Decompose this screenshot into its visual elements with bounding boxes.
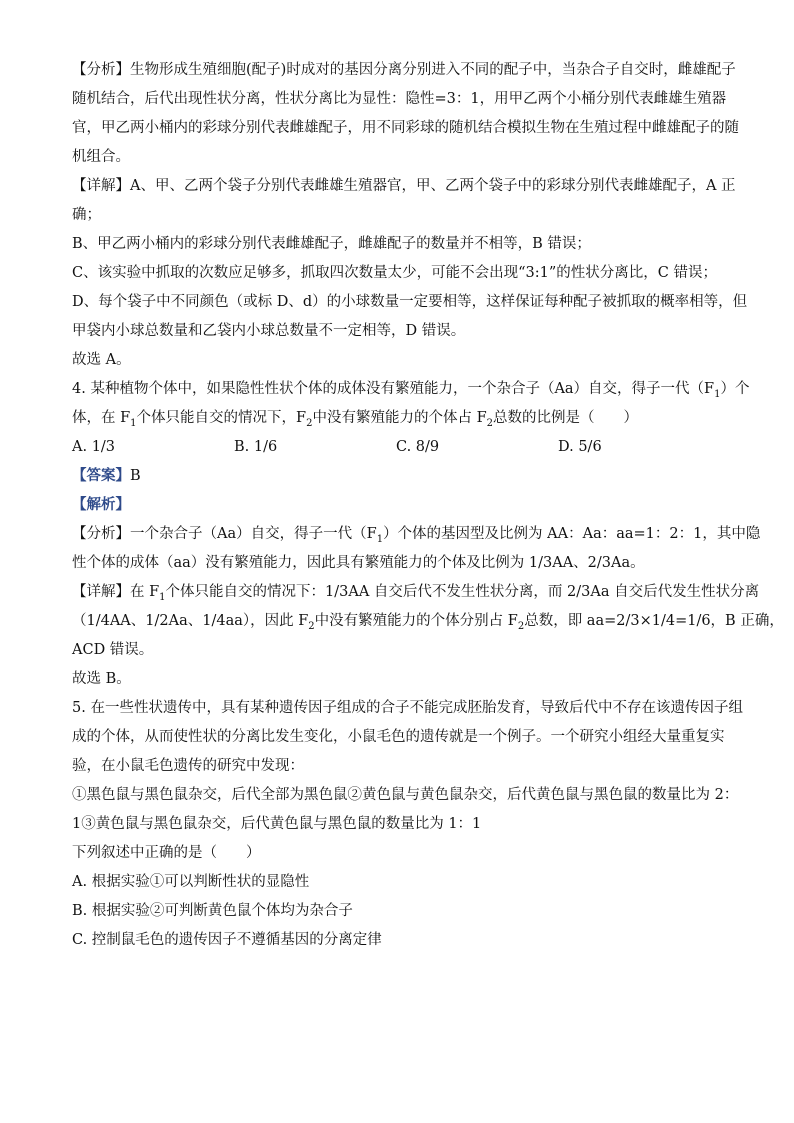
answer-label: 【答案】 [72,467,130,484]
question-5-experiments: 1③黄色鼠与黑色鼠杂交，后代黄色鼠与黑色鼠的数量比为 1：1 [72,816,482,832]
text-run: 中没有繁殖能力的个体分别占 F [314,613,518,629]
text-run: 总数的比例是（ ） [493,410,639,426]
analysis-line [72,524,761,545]
answer-value: B [130,468,141,484]
question-5-option-c: C. 控制鼠毛色的遗传因子不遵循基因的分离定律 [72,932,382,948]
question-5-prompt: 下列叙述中正确的是（ ） [72,845,261,861]
option-d: D. 5/6 [558,439,602,455]
detail-paragraph-line: 确； [72,207,101,223]
text-run: 【分析】一个杂合子（Aa）自交，得子一代（F [72,526,377,542]
subscript: 2 [517,620,525,632]
text-run: 【详解】在 F [72,584,160,600]
option-c: C. 8/9 [396,439,440,455]
subscript: 1 [714,388,721,400]
detail-item-b: B、甲乙两小桶内的彩球分别代表雌雄配子，雌雄配子的数量并不相等，B 错误； [72,236,591,252]
text-run: 4. 某种植物个体中，如果隐性性状个体的成体没有繁殖能力，一个杂合子（Aa）自交，得子一代（F [72,381,715,397]
choose-a-line: 故选 A。 [72,352,131,368]
detail-line: ACD 错误。 [72,642,154,658]
analysis-paragraph-line: 随机结合，后代出现性状分离，性状分离比为显性：隐性=3：1，用甲乙两个小桶分别代表雌雄生殖器 [72,91,727,107]
detail-item-d-cont: 甲袋内小球总数量和乙袋内小球总数量不一定相等，D 错误。 [72,323,466,339]
question-5-experiments: ①黑色鼠与黑色鼠杂交，后代全部为黑色鼠②黄色鼠与黄色鼠杂交，后代黄色鼠与黑色鼠的数量比为 2： [72,787,739,803]
subscript: 1 [376,533,384,545]
subscript: 1 [159,591,166,603]
analysis-heading [72,495,722,515]
question-4-stem [72,379,750,400]
analysis-paragraph-line: 官，甲乙两小桶内的彩球分别代表雌雄配子，用不同彩球的随机结合模拟生物在生殖过程中雌雄配子的随 [72,120,739,136]
subscript: 2 [308,620,315,632]
analysis-paragraph-line: 【分析】生物形成生殖细胞(配子)时成对的基因分离分别进入不同的配子中，当杂合子自交时，雌雄配子 [72,62,736,78]
analysis-label: 【解析】 [72,496,130,513]
detail-item-d: D、每个袋子中不同颜色（或标 D、d）的小球数量一定要相等，这样保证每种配子被抓取的概率相等，但 [72,294,748,310]
detail-line [72,611,784,632]
analysis-line: 性个体的成体（aa）没有繁殖能力，因此具有繁殖能力的个体及比例为 1/3AA、2/3Aa。 [72,555,645,571]
subscript: 2 [486,417,494,429]
question-5-option-a: A. 根据实验①可以判断性状的显隐性 [72,874,310,890]
question-5-stem: 成的个体，从而使性状的分离比发生变化，小鼠毛色的遗传就是一个例子。一个研究小组经大量重复实 [72,729,725,745]
question-5-option-b: B. 根据实验②可判断黄色鼠个体均为杂合子 [72,903,353,919]
detail-item-c: C、该实验中抓取的次数应足够多，抓取四次数量太少，可能不会出现“3:1”的性状分离比，C 错误； [72,265,717,281]
subscript: 2 [306,417,313,429]
question-4-options [72,437,722,457]
choose-b-line: 故选 B。 [72,671,131,687]
text-run: 总数，即 aa=2/3×1/4=1/6，B 正确， [524,613,784,629]
option-a: A. 1/3 [72,439,116,455]
option-b: B. 1/6 [234,439,278,455]
text-run: （1/4AA、1/2Aa、1/4aa），因此 F [72,613,309,629]
analysis-paragraph-line: 机组合。 [72,149,130,165]
detail-paragraph-line: 【详解】A、甲、乙两个袋子分别代表雌雄生殖器官，甲、乙两个袋子中的彩球分别代表雌雄配子，A 正 [72,178,736,194]
text-run: 个体只能自交的情况下，F [136,410,307,426]
text-run: ）个体的基因型及比例为 AA：Aa：aa=1：2：1，其中隐 [383,526,761,542]
subscript: 1 [130,417,137,429]
text-run: 中没有繁殖能力的个体占 F [312,410,487,426]
question-4-stem-cont [72,408,722,428]
text-run: 个体只能自交的情况下：1/3AA 自交后代不发生性状分离，而 2/3Aa 自交后代发生性状分离 [165,584,760,600]
question-5-stem: 5. 在一些性状遗传中，具有某种遗传因子组成的合子不能完成胚胎发育，导致后代中不存在该遗传因子组 [72,700,743,716]
detail-line [72,582,760,603]
question-5-stem: 验，在小鼠毛色遗传的研究中发现： [72,758,304,774]
text-run: 体，在 F [72,410,131,426]
text-run: ）个 [720,381,750,397]
answer-line [72,466,722,486]
